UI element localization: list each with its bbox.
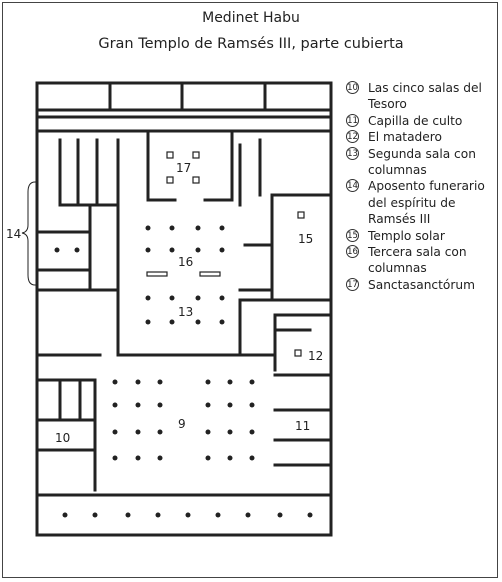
legend-item bbox=[346, 277, 496, 293]
legend-number: 17 bbox=[347, 279, 358, 290]
column bbox=[146, 296, 151, 301]
column bbox=[146, 248, 151, 253]
pillar-square bbox=[167, 177, 173, 183]
column bbox=[113, 403, 118, 408]
column bbox=[136, 430, 141, 435]
column bbox=[196, 248, 201, 253]
column bbox=[158, 456, 163, 461]
label-11: 11 bbox=[295, 419, 311, 433]
column bbox=[158, 430, 163, 435]
altar-slab bbox=[200, 272, 220, 276]
pillar-square bbox=[298, 212, 304, 218]
column bbox=[63, 513, 68, 518]
column bbox=[196, 226, 201, 231]
column bbox=[126, 513, 131, 518]
column bbox=[220, 320, 225, 325]
legend-number: 12 bbox=[347, 132, 358, 143]
label-15: 15 bbox=[298, 232, 314, 246]
pillar-square bbox=[193, 177, 199, 183]
column bbox=[308, 513, 313, 518]
label-17: 17 bbox=[176, 161, 192, 175]
column bbox=[220, 226, 225, 231]
legend-text: Las cinco salas del Tesoro bbox=[368, 81, 482, 112]
legend-text: Sanctasanctórum bbox=[368, 277, 475, 292]
column bbox=[170, 296, 175, 301]
column bbox=[250, 380, 255, 385]
column bbox=[113, 380, 118, 385]
title-line-2: Gran Templo de Ramsés III, parte cubierta bbox=[98, 36, 404, 52]
legend-text: Aposento funerario del espíritu de Ramsés III bbox=[368, 179, 485, 227]
column bbox=[196, 296, 201, 301]
label-13: 13 bbox=[178, 305, 194, 319]
column bbox=[113, 430, 118, 435]
column bbox=[228, 380, 233, 385]
legend-item bbox=[346, 113, 496, 129]
column bbox=[170, 248, 175, 253]
legend-text: Templo solar bbox=[368, 228, 445, 243]
legend-item bbox=[346, 178, 496, 227]
label-10: 10 bbox=[55, 431, 71, 445]
column bbox=[186, 513, 191, 518]
legend-text: Segunda sala con columnas bbox=[368, 146, 476, 178]
column bbox=[220, 296, 225, 301]
label-16: 16 bbox=[178, 255, 194, 269]
legend-item bbox=[346, 228, 496, 244]
label-14: 14 bbox=[6, 227, 22, 241]
column bbox=[136, 380, 141, 385]
column bbox=[158, 380, 163, 385]
column bbox=[228, 456, 233, 461]
column bbox=[206, 430, 211, 435]
column bbox=[206, 380, 211, 385]
legend-number: 13 bbox=[347, 148, 358, 159]
legend-number: 16 bbox=[347, 247, 358, 258]
legend-number: 15 bbox=[347, 230, 358, 241]
column bbox=[146, 226, 151, 231]
column bbox=[278, 513, 283, 518]
column bbox=[146, 320, 151, 325]
legend-text: Tercera sala con columnas bbox=[368, 245, 467, 276]
pillar-square bbox=[167, 152, 173, 158]
bracket-14 bbox=[22, 182, 35, 285]
column bbox=[250, 456, 255, 461]
legend-text: Capilla de culto bbox=[368, 113, 463, 128]
legend-number: 14 bbox=[347, 181, 358, 192]
column bbox=[228, 403, 233, 408]
pillar-square bbox=[295, 350, 301, 356]
pillar-square bbox=[193, 152, 199, 158]
legend-item bbox=[346, 129, 496, 145]
legend-number: 10 bbox=[347, 83, 358, 93]
altar-slab bbox=[147, 272, 167, 276]
column bbox=[93, 513, 98, 518]
label-9: 9 bbox=[178, 417, 186, 431]
column bbox=[170, 320, 175, 325]
legend-item bbox=[346, 80, 496, 113]
title-line-1: Medinet Habu bbox=[202, 10, 300, 26]
column bbox=[250, 403, 255, 408]
column bbox=[156, 513, 161, 518]
column bbox=[250, 430, 255, 435]
column bbox=[170, 226, 175, 231]
column bbox=[246, 513, 251, 518]
column bbox=[158, 403, 163, 408]
column bbox=[75, 248, 80, 253]
column bbox=[113, 456, 118, 461]
legend-number: 11 bbox=[347, 115, 358, 126]
legend bbox=[346, 80, 496, 293]
column bbox=[136, 456, 141, 461]
column bbox=[196, 320, 201, 325]
column bbox=[206, 456, 211, 461]
column bbox=[216, 513, 221, 518]
legend-item bbox=[346, 244, 496, 277]
legend-text: El matadero bbox=[368, 130, 442, 145]
column bbox=[220, 248, 225, 253]
column bbox=[136, 403, 141, 408]
label-12: 12 bbox=[308, 349, 324, 363]
column bbox=[206, 403, 211, 408]
column bbox=[228, 430, 233, 435]
column bbox=[55, 248, 60, 253]
legend-item bbox=[346, 146, 496, 179]
